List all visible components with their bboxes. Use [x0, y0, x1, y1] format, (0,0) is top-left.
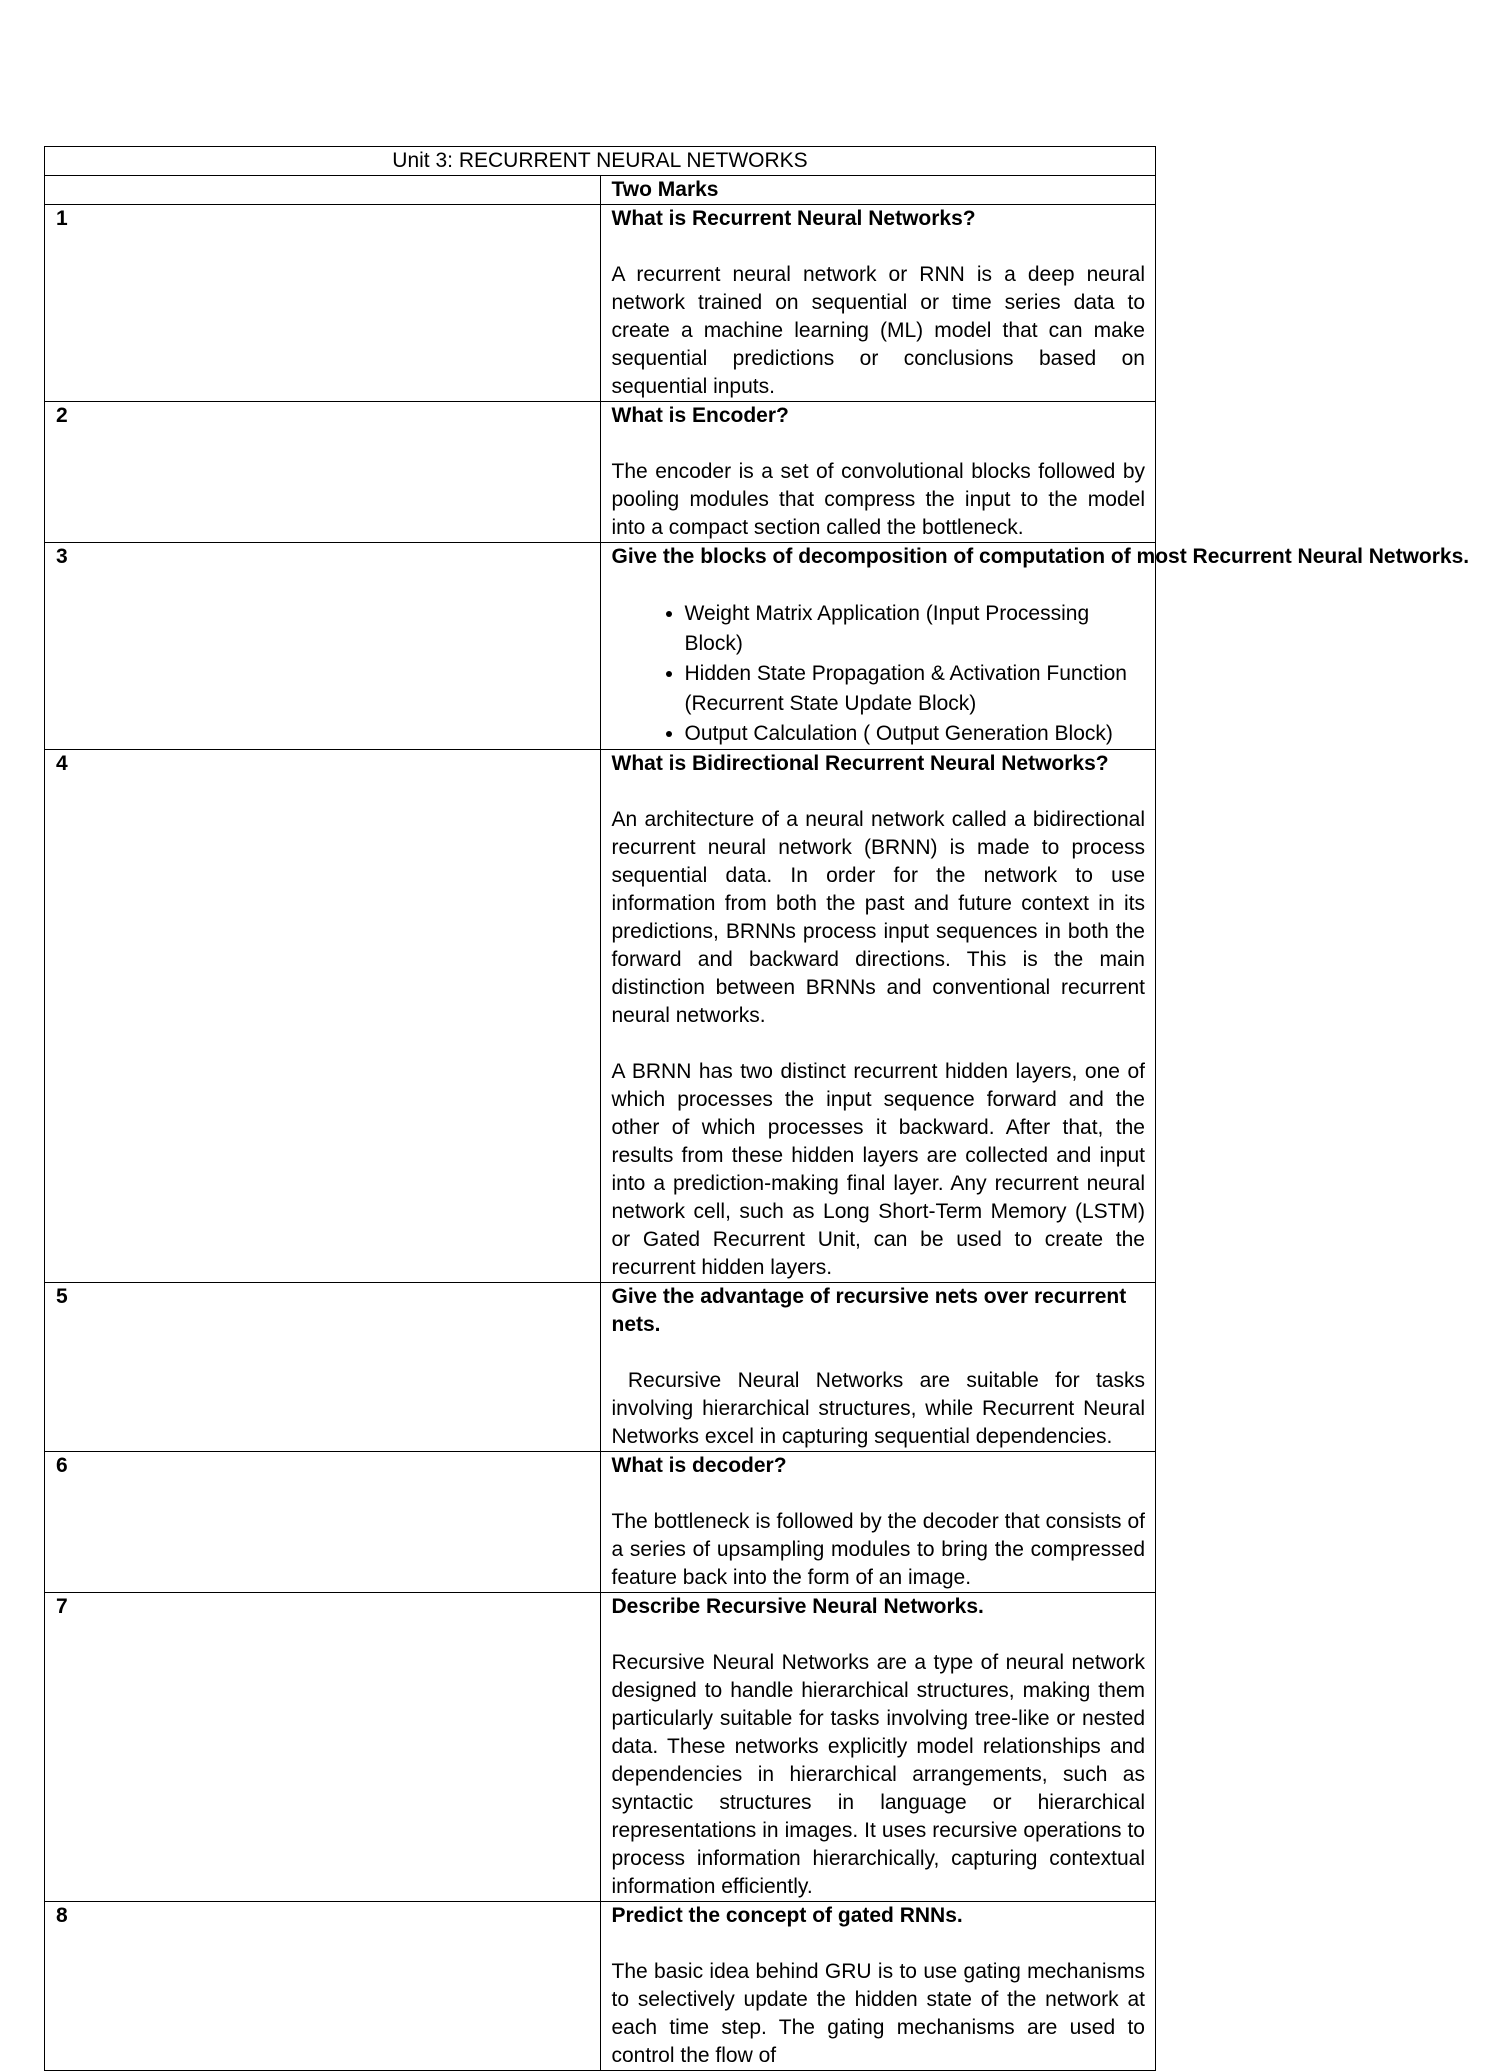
question-text: Give the advantage of recursive nets over recurrent nets.: [611, 1285, 1127, 1336]
answer-text: The basic idea behind GRU is to use gating mechanisms to selectively update the hidden state of the network at each time step. The gating mechanisms are used to control the flow of: [611, 1960, 1145, 2067]
question-cell: [600, 1902, 1156, 2071]
question-cell: [600, 1283, 1156, 1452]
answer-text: A recurrent neural network or RNN is a deep neural network trained on sequential or time series data to create a machine learning (ML) model that can make sequential predictions or conclusions based on sequential inputs.: [611, 263, 1145, 398]
question-number: 6: [45, 1452, 601, 1593]
answer-text: Recursive Neural Networks are a type of neural network designed to handle hierarchical structures, making them particularly suitable for tasks involving tree-like or nested data. These networks explicitly model relationships and dependencies in hierarchical arrangements, such as syntactic structures in language or hierarchical representations in images. It uses recursive operations to process information hierarchically, capturing contextual information efficiently.: [611, 1651, 1145, 1898]
question-text: Describe Recursive Neural Networks.: [611, 1595, 984, 1618]
question-text: Predict the concept of gated RNNs.: [611, 1904, 963, 1927]
question-number: 8: [45, 1902, 601, 2071]
answer-text: The encoder is a set of convolutional blocks followed by pooling modules that compress the input to the model into a compact section called the bottleneck.: [611, 460, 1145, 539]
question-cell: [600, 1593, 1156, 1902]
question-text: What is Encoder?: [611, 404, 789, 427]
question-number: 7: [45, 1593, 601, 1902]
unit-title: Unit 3: RECURRENT NEURAL NETWORKS: [45, 147, 1156, 176]
list-item: • Hidden State Propagation & Activation Function (Recurrent State Update Block): [685, 659, 1146, 719]
question-cell: [600, 750, 1156, 1283]
question-text: What is Bidirectional Recurrent Neural Networks?: [611, 752, 1109, 775]
question-cell: [600, 205, 1156, 402]
answer-text: An architecture of a neural network called a bidirectional recurrent neural network (BRNN) is made to process sequential data. In order for the network to use information from both the past and future context in its predictions, BRNNs process input sequences in both the forward and backward directions. This is the main distinction between BRNNs and conventional recurrent neural networks.: [611, 808, 1145, 1027]
section-heading: Two Marks: [600, 176, 1156, 205]
question-row: [45, 1902, 1156, 2071]
answer-text: A BRNN has two distinct recurrent hidden layers, one of which processes the input sequence forward and the other of which processes it backward. After that, the results from these hidden layers are collected and input into a prediction-making final layer. Any recurrent neural network cell, such as Long Short-Term Memory (LSTM) or Gated Recurrent Unit, can be used to create the recurrent hidden layers.: [611, 1060, 1145, 1279]
title-row: [45, 147, 1156, 176]
question-row: [45, 402, 1156, 543]
question-row: [45, 543, 1156, 750]
question-number: 5: [45, 1283, 601, 1452]
question-cell: [600, 543, 1470, 750]
question-row: [45, 1452, 1156, 1593]
bullet-list: [612, 599, 1146, 749]
question-number: 2: [45, 402, 601, 543]
question-text: What is Recurrent Neural Networks?: [611, 207, 976, 230]
question-cell: [600, 1452, 1156, 1593]
question-row: [45, 205, 1156, 402]
question-number: 1: [45, 205, 601, 402]
question-row: [45, 1593, 1156, 1902]
answer-text: The bottleneck is followed by the decoder that consists of a series of upsampling modules to bring the compressed feature back into the form of an image.: [611, 1510, 1145, 1589]
question-row: [45, 1283, 1156, 1452]
list-item: • Output Calculation ( Output Generation Block): [685, 719, 1146, 749]
question-cell: [600, 402, 1156, 543]
question-text: Give the blocks of decomposition of computation of most Recurrent Neural Networks.: [611, 545, 1470, 568]
list-item: • Weight Matrix Application (Input Processing Block): [685, 599, 1146, 659]
section-row: [45, 176, 1156, 205]
answer-text: Recursive Neural Networks are suitable for tasks involving hierarchical structures, while Recurrent Neural Networks excel in capturing sequential dependencies.: [611, 1369, 1151, 1448]
question-number: 3: [45, 543, 601, 750]
document-page: [44, 146, 1470, 2071]
question-table: [44, 146, 1470, 2071]
question-text: What is decoder?: [611, 1454, 787, 1477]
empty-cell: [45, 176, 601, 205]
question-row: [45, 750, 1156, 1283]
question-number: 4: [45, 750, 601, 1283]
